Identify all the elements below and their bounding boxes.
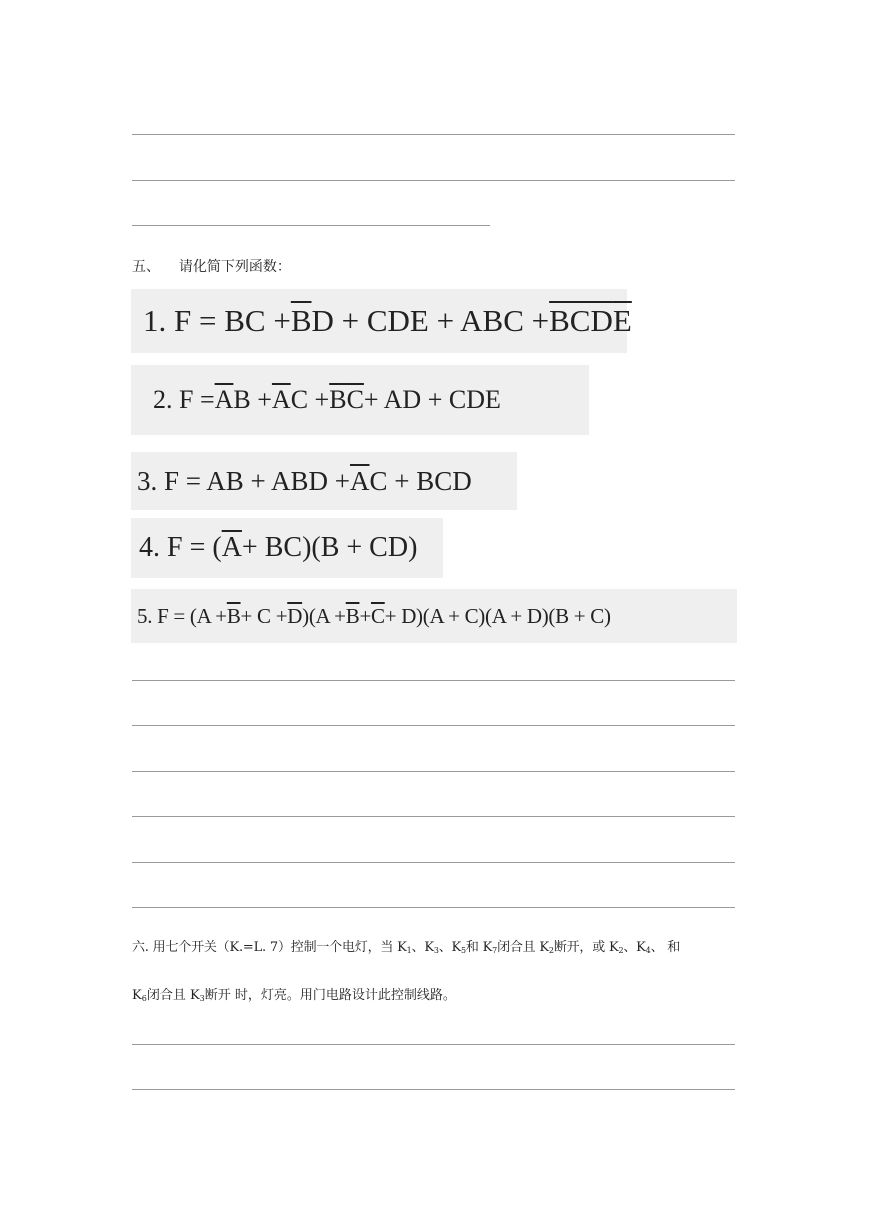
answer-line [132,225,490,226]
answer-line [132,1044,735,1045]
formula-4: 4. F = ( $\overline{A}$ + BC)(B + CD) [131,518,443,578]
answer-line [132,180,735,181]
answer-line [132,907,735,908]
answer-line [132,771,735,772]
answer-line [132,725,735,726]
formula-5: 5. F = (A + $\overline{B}$ + C + $\overline{D}$ )(A + $\overline{B}$ + $\overline{C}$ + D)(A + C)(A + D)(B + C) [131,589,737,643]
formula-1: 1. F = BC + $\overline{B}$ D + CDE + ABC + $\overline{BCD}$ $\overline{E}$ [131,289,627,353]
formula-2: 2. F = $\overline{A}$ B + $\overline{A}$ C + $\overline{B}$ $\overline{C}$ + AD + CDE [131,365,589,435]
section-title: 请化简下列函数： [178,259,291,275]
answer-line [132,680,735,681]
answer-line [132,862,735,863]
section-6-line-1: 六. 用七个开关（K.=L. 7）控制一个电灯，当 $K_1$、$K_3$、$K_5$和 $K_7$闭合且 $K_2$断开，或 $K_2$、$K_4$、 和 [132,940,681,955]
section-6-line-2: $K_6$闭合且 $K_3$断开 时，灯亮。用门电路设计此控制线路。 [132,988,456,1003]
formula-3: 3. F = AB + ABD + $\overline{A}$ C + BCD [131,452,517,510]
answer-line [132,1089,735,1090]
answer-line [132,134,735,135]
answer-line [132,816,735,817]
section-number: 五、 [132,259,160,275]
section-5-heading [132,256,291,276]
